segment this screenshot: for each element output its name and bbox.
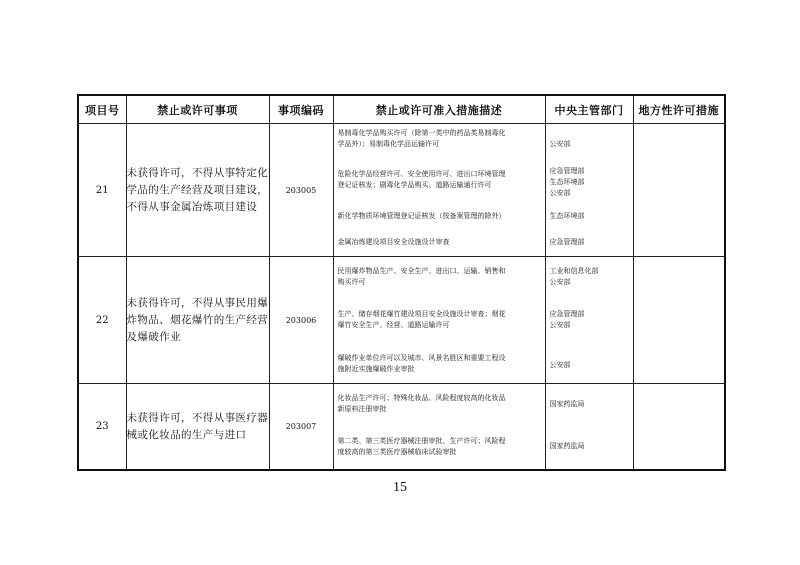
row-number: 21	[78, 124, 126, 257]
measures-cell	[333, 124, 545, 257]
dept-cell	[545, 124, 633, 257]
item-line: 未获得许可，不得从事特定化	[126, 166, 269, 179]
dept-line: 公安部	[549, 361, 571, 369]
measure-entry	[338, 353, 541, 375]
dept-line: 公安部	[549, 278, 571, 286]
measure-line: 爆破作业单位许可以及城市、风景名胜区和重要工程设	[337, 354, 506, 362]
header-prohibited-items: 禁止或许可事项	[126, 95, 269, 124]
item-code: 203007	[269, 384, 333, 471]
dept-entry	[550, 166, 631, 199]
dept-line: 工业和信息化部	[549, 267, 599, 275]
dept-entry	[550, 399, 631, 410]
page-number: 15	[393, 480, 407, 495]
dept-cell	[545, 257, 633, 384]
item-line: 未获得许可，不得从事医疗器	[126, 411, 269, 424]
measure-line: 登记证核发；剧毒化学品购买、道路运输通行许可	[337, 181, 492, 189]
item-line: 未获得许可，不得从事民用爆	[126, 296, 269, 309]
item-code: 203006	[269, 257, 333, 384]
measure-entry	[338, 266, 541, 288]
measure-entry	[338, 169, 541, 191]
measure-line: 金属冶炼建设项目安全设施设计审查	[337, 238, 450, 246]
dept-entry	[550, 441, 631, 452]
dept-line: 生态环境部	[549, 178, 585, 186]
measure-line: 危险化学品经营许可、安全使用许可、进出口环境管理	[337, 170, 506, 178]
local-measures-cell	[633, 124, 725, 257]
dept-entry	[550, 266, 631, 288]
row-number: 22	[78, 257, 126, 384]
dept-line: 应急管理部	[549, 167, 585, 175]
measures-cell	[333, 257, 545, 384]
row-number: 23	[78, 384, 126, 471]
prohibited-item	[126, 257, 269, 384]
measure-entry	[338, 237, 541, 248]
measure-line: 新化学物质环境管理登记证核发（按备案管理的除外）	[337, 212, 506, 220]
item-line: 炸物品、烟花爆竹的生产经营	[126, 313, 269, 326]
measures-cell	[333, 384, 545, 471]
measure-entry	[338, 128, 541, 150]
table-row	[78, 384, 725, 471]
header-local-measures: 地方性许可措施	[633, 95, 725, 124]
measure-line: 爆竹安全生产、经营、道路运输许可	[337, 321, 450, 329]
measure-line: 第二类、第三类医疗器械注册审批、生产许可；风险程	[337, 437, 506, 445]
local-measures-cell	[633, 384, 725, 471]
dept-line: 公安部	[549, 140, 571, 148]
measure-line: 度较高的第三类医疗器械临床试验审批	[337, 448, 457, 456]
measure-line: 学品外）；易制毒化学品运输许可	[337, 140, 439, 148]
dept-line: 公安部	[549, 189, 571, 197]
header-row	[78, 95, 725, 124]
item-line: 不得从事金属冶炼项目建设	[126, 200, 258, 213]
item-line: 学品的生产经营及项目建设，	[126, 183, 269, 196]
dept-line: 国家药监局	[549, 442, 585, 450]
header-central-dept: 中央主管部门	[545, 95, 633, 124]
prohibited-item	[126, 124, 269, 257]
item-line: 及爆破作业	[126, 330, 181, 343]
measure-line: 民用爆炸物品生产、安全生产、进出口、运输、销售和	[337, 267, 506, 275]
dept-line: 公安部	[549, 321, 571, 329]
table-row	[78, 257, 725, 384]
measure-entry	[338, 436, 541, 458]
measure-line: 新原料注册审批	[337, 405, 387, 413]
measure-entry	[338, 393, 541, 415]
dept-line: 生态环境部	[549, 212, 585, 220]
dept-entry	[550, 211, 631, 222]
dept-entry	[550, 237, 631, 248]
measure-line: 化妆品生产许可；特殊化妆品、风险程度较高的化妆品	[337, 394, 506, 402]
dept-line: 应急管理部	[549, 238, 585, 246]
dept-entry	[550, 139, 631, 150]
measure-line: 易制毒化学品购买许可（除第一类中的药品类易制毒化	[337, 129, 506, 137]
dept-line: 国家药监局	[549, 400, 585, 408]
header-measures: 禁止或许可准入措施描述	[333, 95, 545, 124]
prohibited-item	[126, 384, 269, 471]
measure-entry	[338, 211, 541, 222]
item-code: 203005	[269, 124, 333, 257]
dept-cell	[545, 384, 633, 471]
table-row	[78, 124, 725, 257]
local-measures-cell	[633, 257, 725, 384]
measure-line: 生产、储存烟花爆竹建设项目安全设施设计审查；烟花	[337, 310, 506, 318]
measure-line: 施附近实施爆破作业审批	[337, 365, 415, 373]
measure-line: 购买许可	[337, 278, 366, 286]
dept-line: 应急管理部	[549, 310, 585, 318]
permit-table	[77, 94, 726, 471]
dept-entry	[550, 360, 631, 371]
item-line: 械或化妆品的生产与进口	[126, 428, 247, 441]
header-item-code: 事项编码	[269, 95, 333, 124]
measure-entry	[338, 309, 541, 331]
header-project-no: 项目号	[78, 95, 126, 124]
dept-entry	[550, 309, 631, 331]
